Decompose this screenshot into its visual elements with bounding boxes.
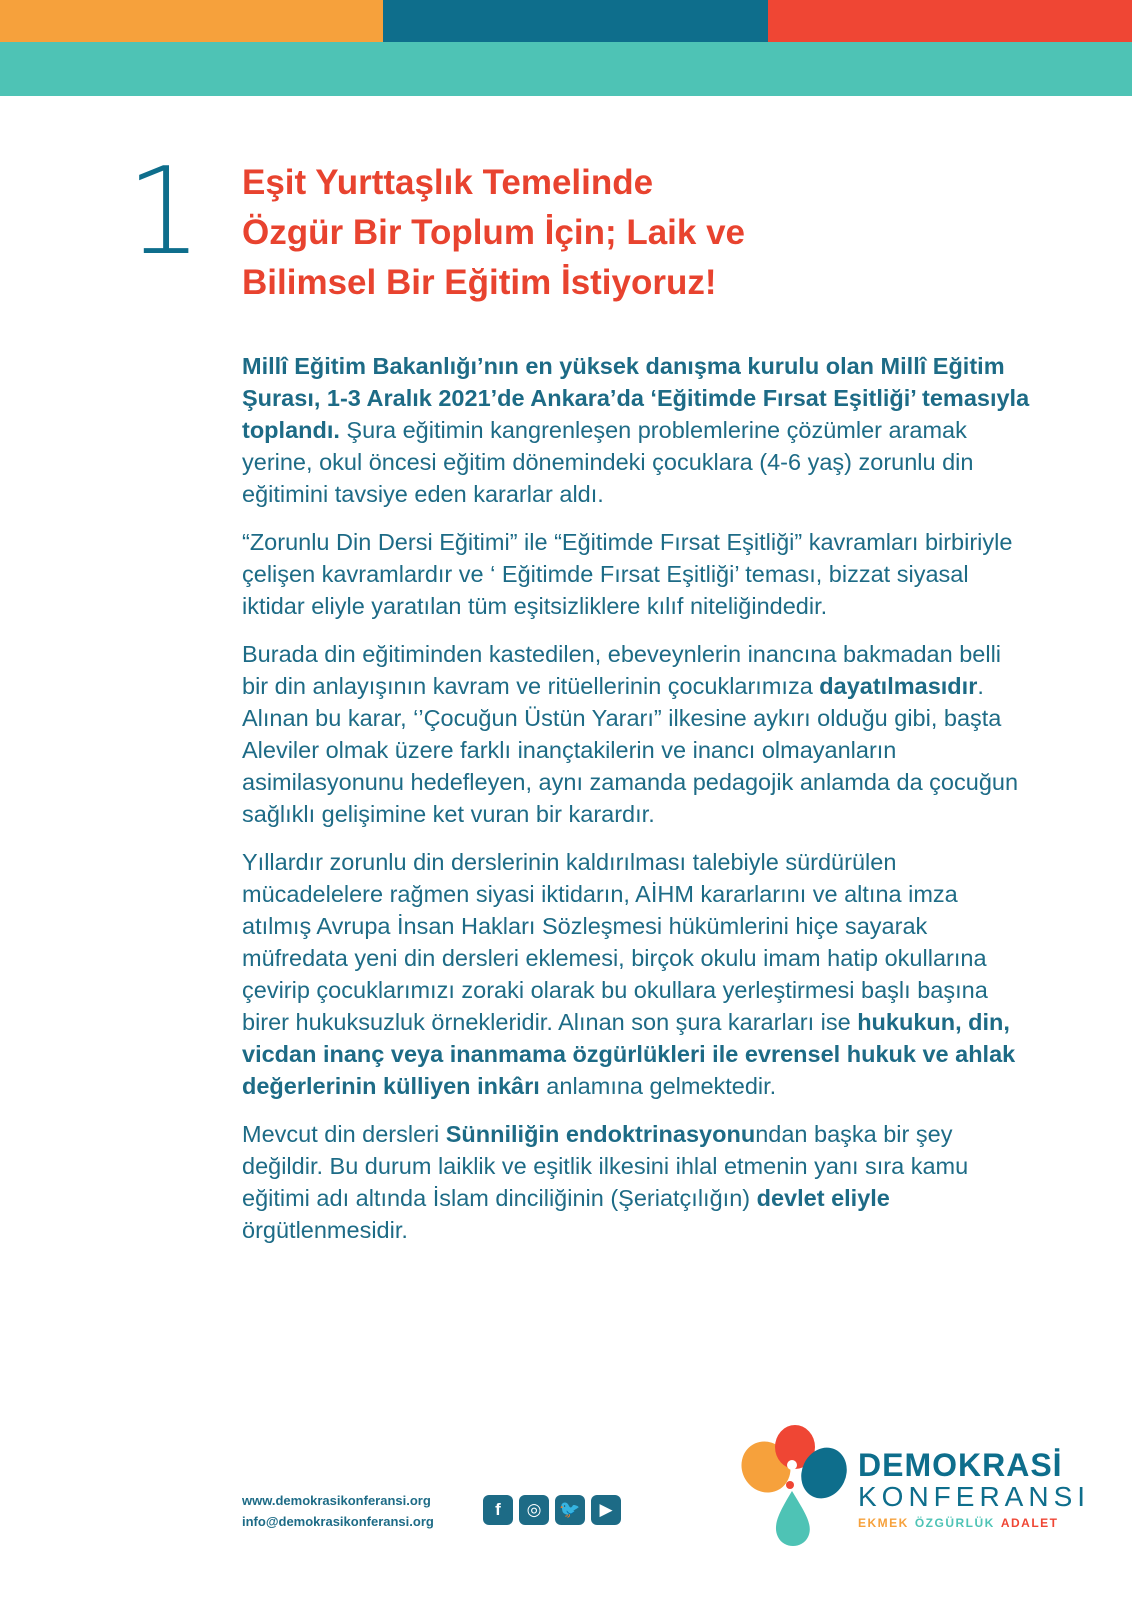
chapter-number: 1 [126,143,203,282]
text: Burada din eğitiminden kastedilen, ebeveynlerin inancına bakmadan belli bir din anlayışının kavram ve ritüellerinin çocuklarımıza [242,641,1002,699]
text: Mevcut din dersleri [242,1121,446,1147]
paragraph-1 [242,350,1032,510]
bold-text: hukukun, din, vicdan inanç veya inanmama özgürlükleri ile evrensel hukuk ve ahlak değerlerinin külliyen inkârı [242,1009,1016,1099]
logo-text [858,1448,1090,1530]
slogan-word-2: ÖZGÜRLÜK [914,1516,995,1530]
social-icons [483,1495,621,1525]
paragraph-4 [242,846,1032,1102]
title-line: Özgür Bir Toplum İçin; Laik ve [242,213,746,252]
title-line: Eşit Yurttaşlık Temelinde [242,163,654,202]
teal-band [0,42,1132,96]
facebook-icon[interactable]: f [483,1495,513,1525]
slogan-word-1: EKMEK [858,1516,909,1530]
text: örgütlenmesidir. [242,1217,408,1243]
website-link[interactable]: www.demokrasikonferansi.org [242,1493,431,1508]
youtube-icon[interactable]: ▶ [591,1495,621,1525]
paragraph-5 [242,1118,1032,1246]
logo-dot-white [787,1460,797,1470]
text: Yıllardır zorunlu din derslerinin kaldırılması talebiyle sürdürülen mücadelelere rağmen siyasi iktidarın, AİHM kararlarını ve altına imza atılmış Avrupa İnsan Hakları Sözleşmesi hükümlerini hiçe sayarak müfredata yeni din dersleri eklemesi, birçok okulu imam hatip okullarına çevirip çocuklarımızı zoraki olarak bu okullara yerleştirmesi başlı başına birer hukuksuzluk örnekleridir. Alınan son şura kararları ise [242,849,988,1035]
text: Şura eğitimin kangrenleşen problemlerine çözümler aramak yerine, okul öncesi eğitim dönemindeki çocuklara (4-6 yaş) zorunlu din eğitimini tavsiye eden kararlar aldı. [242,417,974,507]
logo-slogan [858,1516,1090,1530]
text: ndan başka bir şey değildir. Bu durum laiklik ve eşitlik ilkesini ihlal etmenin yanı sıra kamu eğitimi adı altında İslam dinciliğinin (Şeriatçılığın) [242,1121,969,1211]
top-bar-red [768,0,1132,42]
logo-mark-icon [740,1425,850,1550]
footer-links [242,1490,434,1532]
chapter-title [242,158,862,308]
bold-text: Sünniliğin endoktrinasyonu [445,1121,756,1147]
text: anlamına gelmektedir. [539,1073,777,1099]
top-bar-orange [0,0,383,42]
bold-text: Millî Eğitim Bakanlığı’nın en yüksek danışma kurulu olan Millî Eğitim Şurası, 1-3 Aralık 2021’de Ankara’da ‘Eğitimde Fırsat Eşitliği’ temasıyla toplandı. [242,353,1030,443]
instagram-icon[interactable]: ◎ [519,1495,549,1525]
paragraph-3 [242,638,1032,830]
logo-petal-teal [776,1491,810,1546]
top-color-bar [0,0,1132,42]
logo-subtitle: KONFERANSI [858,1481,1091,1512]
bold-text: devlet eliyle [756,1185,890,1211]
email-link[interactable]: info@demokrasikonferansi.org [242,1514,434,1529]
logo-title: DEMOKRASİ [858,1447,1063,1483]
paragraph-2: “Zorunlu Din Dersi Eğitimi” ile “Eğitimde Fırsat Eşitliği” kavramları birbiriyle çelişen kavramlardır ve ‘ Eğitimde Fırsat Eşitliği’ teması, bizzat siyasal iktidar eliyle yaratılan tüm eşitsizliklere kılıf niteliğindedir. [242,529,1013,619]
text: . Alınan bu karar, ‘’Çocuğun Üstün Yararı” ilkesine aykırı olduğu gibi, başta Aleviler olmak üzere farklı inançtakilerin ve inancı olmayanların asimilasyonunu hedefleyen, aynı zamanda pedagojik anlamda da çocuğun sağlıklı gelişimine ket vuran bir karardır. [242,673,1019,827]
slogan-word-3: ADALET [1000,1516,1059,1530]
bold-text: dayatılmasıdır [819,673,978,699]
twitter-icon[interactable]: 🐦 [555,1495,585,1525]
body-text [242,350,1032,1262]
top-bar-blue [383,0,768,42]
title-line: Bilimsel Bir Eğitim İstiyoruz! [242,263,717,302]
logo-dot-red [786,1481,794,1489]
